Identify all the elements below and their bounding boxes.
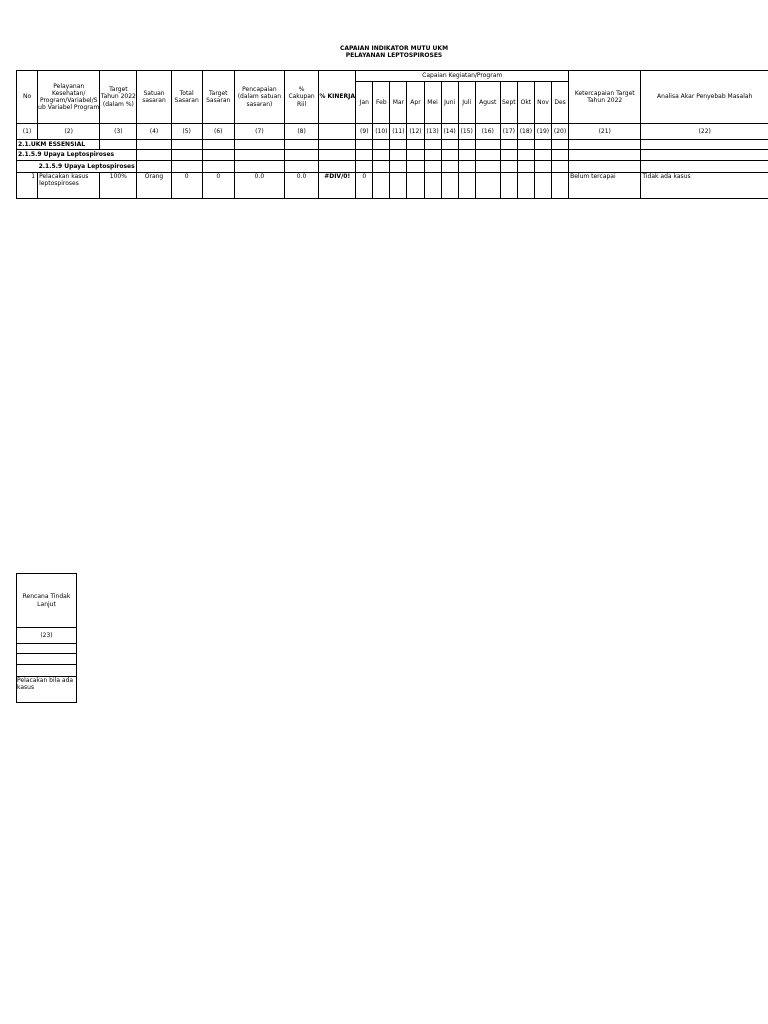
header-target-tahun: Target Tahun 2022 (dalam %)	[100, 71, 137, 124]
row-analisa: Tidak ada kasus	[641, 173, 768, 199]
column-number: (9)	[356, 124, 373, 140]
subsection-upaya-leptospiroses: 2.1.5.9 Upaya Leptospiroses	[38, 161, 137, 173]
column-number: (2)	[38, 124, 100, 140]
document-title-line2: PELAYANAN LEPTOSPIROSES	[345, 52, 443, 59]
capaian-table	[16, 70, 768, 199]
row-target-sasaran: 0	[202, 173, 234, 199]
column-number: (1)	[17, 124, 38, 140]
column-number: (11)	[390, 124, 407, 140]
column-number	[319, 124, 356, 140]
header-ketercapaian: Ketercapaian Target Tahun 2022	[569, 71, 641, 124]
header-month: Juni	[441, 82, 458, 124]
header-pencapaian: Pencapaian (dalam satuan sasaran)	[234, 71, 284, 124]
header-month: Nov	[534, 82, 551, 124]
header-month: Okt	[517, 82, 534, 124]
header-month: Feb	[373, 82, 390, 124]
column-number: (12)	[407, 124, 424, 140]
header-month: Mar	[390, 82, 407, 124]
column-number: (15)	[458, 124, 475, 140]
column-number: (22)	[641, 124, 768, 140]
document-title-line1: CAPAIAN INDIKATOR MUTU UKM	[339, 45, 449, 52]
rtl-value: Pelacakan bila ada kasus	[17, 677, 77, 703]
header-month: Des	[551, 82, 568, 124]
header-cakupan-riil: % Cakupan Riil	[285, 71, 319, 124]
row-kinerja: #DIV/0!	[319, 173, 356, 199]
column-number: (19)	[534, 124, 551, 140]
header-month: Juli	[458, 82, 475, 124]
row-jan-value: 0	[356, 173, 373, 199]
column-number: (18)	[517, 124, 534, 140]
column-number: (10)	[373, 124, 390, 140]
section-ukm-essensial: 2.1.UKM ESSENSIAL	[17, 140, 100, 150]
column-number: (8)	[285, 124, 319, 140]
header-pelayanan: Pelayanan Kesehatan/ Program/Variabel/S ub Variabel Program	[38, 71, 100, 124]
column-number: (4)	[137, 124, 171, 140]
table-row	[17, 173, 768, 199]
header-month: Agust	[475, 82, 500, 124]
row-no: 1	[17, 173, 38, 199]
section-upaya-leptospiroses: 2.1.5.9 Upaya Leptospiroses	[17, 150, 137, 161]
header-satuan-sasaran: Satuan sasaran	[137, 71, 171, 124]
header-month: Sept	[500, 82, 517, 124]
row-cakupan-riil: 0.0	[285, 173, 319, 199]
header-month: Jan	[356, 82, 373, 124]
header-kinerja: % KINERJA	[319, 71, 356, 124]
column-number: (6)	[202, 124, 234, 140]
header-target-sasaran: Target Sasaran	[202, 71, 234, 124]
row-pencapaian: 0.0	[234, 173, 284, 199]
column-number: (17)	[500, 124, 517, 140]
header-month: Mei	[424, 82, 441, 124]
header-analisa: Analisa Akar Penyebab Masalah	[641, 71, 768, 124]
column-number: (5)	[171, 124, 202, 140]
rencana-tindak-lanjut-table	[16, 573, 77, 703]
header-capaian-kegiatan: Capaian Kegiatan/Program	[356, 71, 569, 82]
row-satuan: Orang	[137, 173, 171, 199]
column-number: (14)	[441, 124, 458, 140]
row-total-sasaran: 0	[171, 173, 202, 199]
column-number: (13)	[424, 124, 441, 140]
column-number: (20)	[551, 124, 568, 140]
row-target-tahun: 100%	[100, 173, 137, 199]
header-total-sasaran: Total Sasaran	[171, 71, 202, 124]
rtl-column-number: (23)	[17, 628, 77, 644]
header-no: No	[17, 71, 38, 124]
column-number: (3)	[100, 124, 137, 140]
column-number-row	[17, 124, 768, 140]
header-month: Apr	[407, 82, 424, 124]
column-number: (16)	[475, 124, 500, 140]
rtl-header: Rencana Tindak Lanjut	[17, 574, 77, 628]
row-ketercapaian: Belum tercapai	[569, 173, 641, 199]
column-number: (21)	[569, 124, 641, 140]
row-program-name: Pelacakan kasus leptospiroses	[38, 173, 100, 199]
column-number: (7)	[234, 124, 284, 140]
